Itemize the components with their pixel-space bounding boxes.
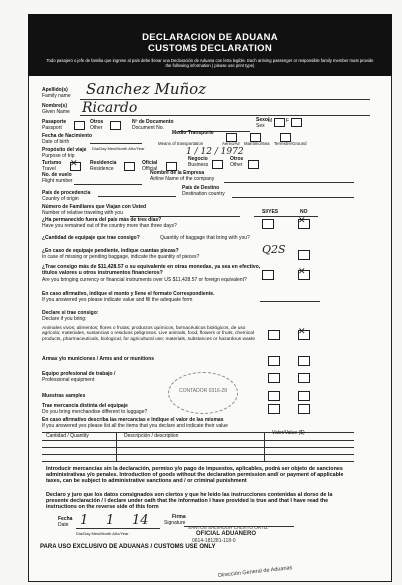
yes-no-header-line bbox=[254, 216, 318, 217]
customs-use-only: PARA USO EXCLUSIVO DE ADUANAS / CUSTOMS USE ONLY bbox=[40, 544, 216, 550]
business-label: Business bbox=[188, 162, 209, 168]
q8-no-checkbox[interactable] bbox=[298, 373, 310, 383]
q3-en: In case of missing or pending baggage, indicate the quantity of pieces? bbox=[42, 254, 200, 260]
officer-title: OFICIAL ADUANERO bbox=[196, 531, 256, 537]
travel-check-mark: ✕ bbox=[70, 159, 78, 169]
goods-row-1[interactable] bbox=[42, 447, 354, 448]
nombre-empresa-label: Nombre de la Empresa bbox=[150, 170, 205, 176]
otros2-label: Otros bbox=[230, 156, 244, 162]
form-instructions: Todo pasajero o jefe de familia que ingrese al país debe llenar una Declaración de Aduana con letra legible. Each arriving passenger or responsible family member must provide the following information ( please use print type) bbox=[46, 58, 374, 68]
family-name-value[interactable]: Sanchez Muñoz bbox=[86, 80, 207, 98]
footer-date-line bbox=[76, 528, 160, 529]
given-name-value[interactable]: Ricardo bbox=[82, 100, 138, 116]
ground-label: Terrestre/Ground bbox=[274, 141, 307, 146]
airline-line bbox=[224, 182, 354, 183]
q6-text: Animales vivos; alimentos; flores o frutas; productos químicos, farmacéuticos biológicos, de uso agrícola; materiales, sustancias o residuos peligrosos. Live animals, food, flowers or fruits, chemical products, pharmaceuticals, biological, for agricultural use; materials, substances or hazardous waste bbox=[42, 326, 256, 342]
footer-date-year[interactable]: 14 bbox=[132, 513, 149, 528]
birth-date-value[interactable]: 1 / 12 / 1972 bbox=[186, 147, 244, 157]
q5-es: En caso afirmativo, indique el monto y llene el formato Correspondiente. bbox=[42, 291, 215, 297]
apellidos-label: Apellido(s) bbox=[42, 87, 68, 93]
q9-text: Muestras samples bbox=[42, 393, 86, 399]
birth-date-line bbox=[90, 143, 142, 144]
no-header: NO bbox=[300, 209, 308, 215]
travel-label: Travel bbox=[42, 166, 56, 172]
residence-checkbox[interactable] bbox=[124, 162, 135, 171]
family-name-label: Family name bbox=[42, 93, 71, 99]
form-title-en: CUSTOMS DECLARATION bbox=[147, 43, 273, 54]
q4-es: ¿Trae consigo más de $11,428.57 o su equivalente en otras monedas, ya sea en efectivo, títulos valores u otros instrumentos financieros? bbox=[42, 264, 261, 276]
q3-no-checkbox[interactable] bbox=[298, 250, 310, 260]
other-purpose-checkbox[interactable] bbox=[248, 160, 259, 169]
fecha-nac-label: Fecha de Nacimiento bbox=[42, 133, 93, 139]
customs-directorate: Dirección General de Aduanas bbox=[217, 565, 293, 579]
footer-date-day[interactable]: 1 bbox=[80, 513, 89, 528]
q10-es: Trae mercancía distinta del equipaje bbox=[42, 403, 128, 409]
no-vuelo-label: No. de vuelo bbox=[42, 172, 72, 178]
given-name-label: Given Name bbox=[42, 109, 70, 115]
passport-checkbox[interactable] bbox=[74, 121, 85, 130]
goods-col-description: Descripción / description bbox=[124, 433, 179, 439]
q1-no-mark: ✕ bbox=[298, 216, 306, 226]
airline-name-label: Airline Name of the company bbox=[150, 176, 215, 182]
purpose-label: Purpose of trip bbox=[42, 153, 75, 159]
declare-en: Declare if you bring: bbox=[42, 316, 87, 322]
footer-date-month[interactable]: 1 bbox=[106, 513, 115, 528]
sex-f-label: F bbox=[286, 118, 290, 124]
q11-en: If you answered yes please list all the items that you declare and indicate their value bbox=[42, 423, 228, 429]
q1-en: Have you remained out of the country more than three days? bbox=[42, 223, 177, 229]
q4-no-mark: ✕ bbox=[298, 267, 306, 277]
goods-row-3[interactable] bbox=[42, 461, 354, 462]
quantity-mark-value[interactable]: Q2S bbox=[262, 243, 286, 256]
q10-no-checkbox[interactable] bbox=[298, 404, 310, 414]
pais-procedencia-label: País de procedencia bbox=[42, 190, 91, 196]
sex-m-label: M bbox=[268, 118, 273, 124]
officer-id: 0614-181281-118-0 bbox=[192, 538, 236, 544]
q8-en: Professional equipment bbox=[42, 377, 95, 383]
goods-col-quantity: Cantidad / Quantity bbox=[46, 433, 89, 439]
q9-no-checkbox[interactable] bbox=[298, 391, 310, 401]
q7-text: Armas y/o municiones / Arms and or munitions bbox=[42, 356, 155, 362]
goods-col-divider-1 bbox=[116, 432, 117, 461]
means-transport-label: Means of transportation bbox=[158, 141, 204, 146]
q6-no-mark: ✕ bbox=[298, 327, 306, 337]
sex-label: Sex bbox=[256, 123, 265, 129]
official-label: Official bbox=[142, 166, 158, 172]
pais-destino-label: País de Destino bbox=[182, 185, 220, 191]
destination-country-label: Destination country bbox=[182, 191, 225, 197]
negocio-label: Negocio bbox=[188, 156, 208, 162]
q6-yes-checkbox[interactable] bbox=[268, 330, 280, 340]
proposito-label: Propósito del viaje bbox=[42, 147, 87, 153]
goods-row-2[interactable] bbox=[42, 454, 354, 455]
q7-no-checkbox[interactable] bbox=[298, 356, 310, 366]
q9-yes-checkbox[interactable] bbox=[268, 391, 280, 401]
footer-dmy-label: Día/Day Mes/Month Año/Year bbox=[76, 531, 129, 536]
other-label: Other bbox=[90, 125, 103, 131]
q10-en: Do you bring merchandise different to luggage? bbox=[42, 409, 148, 415]
declare-es: Declare si trae consigo: bbox=[42, 310, 99, 316]
passport-label: Passport bbox=[42, 125, 62, 131]
document-no-label: Document No. bbox=[132, 125, 164, 131]
firma-label: Firma bbox=[172, 514, 186, 520]
goods-table-header-line bbox=[42, 440, 354, 441]
signature-label: Signature bbox=[164, 520, 186, 526]
nombres-label: Nombre(s) bbox=[42, 103, 68, 109]
medio-transporte-label: Medio Transporte bbox=[172, 130, 214, 136]
other-doc-checkbox[interactable] bbox=[110, 121, 121, 130]
sexo-label: Sexo/ bbox=[256, 117, 270, 123]
pasaporte-label: Pasaporte bbox=[42, 119, 67, 125]
q4-yes-checkbox[interactable] bbox=[262, 270, 274, 280]
q10-yes-checkbox[interactable] bbox=[268, 404, 280, 414]
turismo-label: Turismo bbox=[42, 160, 62, 166]
legal-paragraph-1: Introducir mercancías sin la declaración, permiso y/o pago de impuestos, aplicables, podrá ser objeto de sanciones administrativas y/o penales. Introduction of goods without the declaration permission and/ or payment of applicable taxes, can be subject to administrative sanctions and / or criminal punishment bbox=[46, 466, 344, 484]
sex-f-checkbox[interactable] bbox=[291, 118, 302, 127]
q8-es: Equipo profesional de trabajo / bbox=[42, 371, 116, 377]
business-checkbox[interactable] bbox=[212, 160, 223, 169]
otros-label: Otros bbox=[90, 119, 104, 125]
q2-es: ¿Cantidad de equipaje que trae consigo? bbox=[42, 235, 140, 241]
fecha-label: Fecha bbox=[58, 516, 73, 522]
customs-stamp-text: CONTADOR 0316-28 bbox=[179, 388, 227, 394]
q1-yes-checkbox[interactable] bbox=[262, 219, 274, 229]
officer-name: SANTOS SALVADOR CALVITO ORTIZ bbox=[188, 525, 268, 530]
date-label: Date bbox=[58, 522, 69, 528]
q5-en: If you answered yes please indicate value and fill the adequate form bbox=[42, 297, 193, 303]
q5-amount-line bbox=[260, 301, 320, 302]
q4-en: Are you bringing currency or financial instruments over US $11,428.57 or foreign equivalent? bbox=[42, 277, 247, 283]
flight-number-label: Flight number bbox=[42, 178, 73, 184]
q11-es: En caso afirmativo describa las mercancías e Indique el valor de las mismas bbox=[42, 417, 224, 423]
num-relatives-label: Number of relative traveling with you bbox=[42, 210, 123, 216]
form-header bbox=[28, 14, 392, 76]
birth-dmy-label: Día/Day Mes/Month Año/Year bbox=[92, 146, 145, 151]
other2-label: Other bbox=[230, 162, 243, 168]
destination-line bbox=[232, 197, 354, 198]
n-documento-label: Nº de Documento bbox=[132, 119, 174, 125]
q8-yes-checkbox[interactable] bbox=[268, 373, 280, 383]
q2-en: Quantity of baggage that bring with you? bbox=[160, 235, 250, 241]
country-origin-label: Country of origin bbox=[42, 196, 79, 202]
goods-col-value: Valor/Value ($) bbox=[272, 430, 305, 436]
q1-es: ¿Ha permanecido fuera del país más de tres días? bbox=[42, 217, 162, 223]
residence-label: Residence bbox=[90, 166, 114, 172]
oficial-label: Oficial bbox=[142, 160, 158, 166]
origin-line bbox=[98, 196, 176, 197]
customs-stamp bbox=[168, 372, 238, 414]
legal-paragraph-2: Declaro y juro que los datos consignados son ciertos y que he leído las instrucciones contenidas al dorso de la presente declaración / I declare under oath that the information I have provided is true and that I have read the instructions on the reverse side of this form bbox=[46, 492, 333, 510]
q7-yes-checkbox[interactable] bbox=[268, 356, 280, 366]
q3-es: ¿En caso de equipaje pendiente, indique cuantas piezas? bbox=[42, 248, 179, 254]
goods-col-divider-2 bbox=[264, 432, 265, 461]
air-label: Aéreo/Air bbox=[222, 141, 240, 146]
residencia-label: Residencia bbox=[90, 160, 117, 166]
num-familiares-label: Número de Familiares que Viajan con Usted bbox=[42, 204, 147, 210]
sea-label: Marítimo/Sea bbox=[244, 141, 270, 146]
si-yes-header: SI/YES bbox=[262, 209, 279, 215]
date-birth-label: Date of birth bbox=[42, 139, 70, 145]
flight-number-line bbox=[74, 184, 142, 185]
sex-m-checkbox[interactable] bbox=[274, 118, 285, 127]
form-title-es: DECLARACION DE ADUANA bbox=[142, 32, 278, 43]
